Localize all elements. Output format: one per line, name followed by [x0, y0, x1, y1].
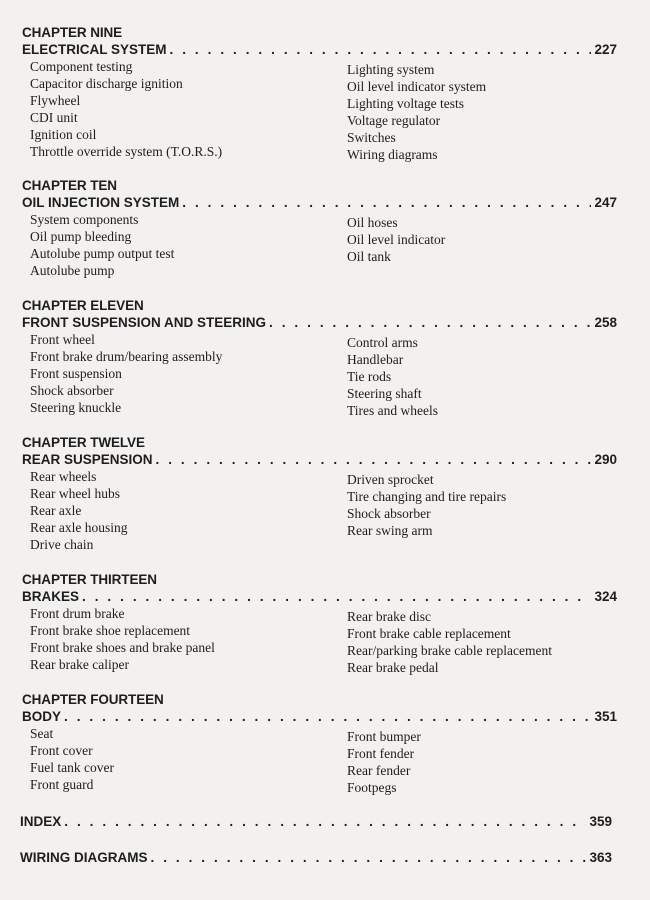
topic-item: Flywheel	[30, 93, 81, 108]
topic-item: Wiring diagrams	[347, 147, 438, 162]
topic-item: Lighting system	[347, 62, 435, 77]
chapter-number: CHAPTER TWELVE	[22, 435, 145, 450]
topic-item: Rear axle housing	[30, 520, 128, 535]
chapter-thirteen	[22, 571, 617, 675]
topic-item: Rear fender	[347, 763, 411, 778]
topic-item: Rear wheels	[30, 469, 97, 484]
topic-item: Front cover	[30, 743, 93, 758]
topic-item: Control arms	[347, 335, 418, 350]
page-number: 363	[589, 850, 612, 865]
chapter-number: CHAPTER ELEVEN	[22, 298, 144, 313]
topic-item: Autolube pump output test	[30, 246, 175, 261]
topic-item: Throttle override system (T.O.R.S.)	[30, 144, 223, 159]
page-number: 359	[589, 814, 612, 829]
topic-item: Front brake shoe replacement	[30, 623, 191, 638]
topic-item: Fuel tank cover	[30, 760, 114, 775]
chapter-title-line[interactable]	[22, 588, 617, 605]
chapter-title: FRONT SUSPENSION AND STEERING	[22, 315, 267, 330]
chapter-title-line[interactable]	[22, 41, 617, 58]
chapter-title: BRAKES	[22, 589, 80, 604]
chapter-eleven	[22, 297, 617, 418]
chapter-ten	[22, 177, 617, 278]
topic-item: Shock absorber	[30, 383, 114, 398]
topic-item: Front drum brake	[30, 606, 125, 621]
topic-item: Tire changing and tire repairs	[347, 489, 507, 504]
topic-list-right	[347, 61, 486, 163]
topic-list-right	[347, 214, 445, 265]
chapter-title-line[interactable]	[22, 194, 617, 211]
chapter-title: ELECTRICAL SYSTEM	[22, 42, 167, 57]
chapter-number: CHAPTER NINE	[22, 25, 123, 40]
topic-item: Driven sprocket	[347, 472, 434, 487]
topic-item: Steering knuckle	[30, 400, 122, 415]
leader-dots	[269, 314, 591, 331]
topic-list-right	[347, 334, 438, 419]
topic-item: Front suspension	[30, 366, 122, 381]
index-title: INDEX	[20, 814, 62, 829]
topic-item: Front bumper	[347, 729, 421, 744]
topic-item: Oil tank	[347, 249, 391, 264]
topic-item: Front brake shoes and brake panel	[30, 640, 215, 655]
page-number: 351	[594, 709, 617, 724]
wiring-diagrams-entry[interactable]	[20, 849, 612, 866]
chapter-twelve	[22, 434, 617, 552]
topic-item: Rear brake disc	[347, 609, 431, 624]
topic-item: Oil hoses	[347, 215, 398, 230]
leader-dots	[151, 849, 587, 866]
topic-list-left	[30, 331, 222, 416]
topic-item: Component testing	[30, 59, 133, 74]
topic-item: Front fender	[347, 746, 415, 761]
page-number: 258	[594, 315, 617, 330]
chapter-title: BODY	[22, 709, 62, 724]
topic-list-left	[30, 725, 114, 793]
topic-list-right	[347, 728, 421, 796]
topic-item: Oil level indicator	[347, 232, 446, 247]
topic-item: Rear axle	[30, 503, 82, 518]
topic-item: Rear/parking brake cable replacement	[347, 643, 553, 658]
leader-dots	[182, 194, 591, 211]
topic-item: Tires and wheels	[347, 403, 438, 418]
topic-item: Footpegs	[347, 780, 397, 795]
topic-item: Rear swing arm	[347, 523, 433, 538]
topic-item: Shock absorber	[347, 506, 431, 521]
topic-item: Capacitor discharge ignition	[30, 76, 183, 91]
topic-item: Handlebar	[347, 352, 404, 367]
page-number: 247	[594, 195, 617, 210]
topic-item: Ignition coil	[30, 127, 97, 142]
topic-item: Switches	[347, 130, 396, 145]
leader-dots	[64, 708, 591, 725]
topic-item: Front brake drum/bearing assembly	[30, 349, 223, 364]
chapter-title-line[interactable]	[22, 451, 617, 468]
topic-item: Voltage regulator	[347, 113, 441, 128]
wiring-diagrams-title: WIRING DIAGRAMS	[20, 850, 148, 865]
topic-item: Front brake cable replacement	[347, 626, 511, 641]
page-number: 324	[594, 589, 617, 604]
topic-item: Drive chain	[30, 537, 94, 552]
leader-dots	[170, 41, 592, 58]
chapter-title: OIL INJECTION SYSTEM	[22, 195, 180, 210]
topic-list-left	[30, 58, 222, 160]
chapter-number: CHAPTER THIRTEEN	[22, 572, 157, 587]
chapter-title: REAR SUSPENSION	[22, 452, 153, 467]
chapter-number: CHAPTER FOURTEEN	[22, 692, 164, 707]
leader-dots	[64, 813, 586, 830]
leader-dots	[82, 588, 591, 605]
topic-list-left	[30, 211, 174, 279]
page-number: 290	[594, 452, 617, 467]
index-entry[interactable]	[20, 813, 612, 830]
topic-item: CDI unit	[30, 110, 78, 125]
topic-item: Oil pump bleeding	[30, 229, 132, 244]
page-number: 227	[594, 42, 617, 57]
chapter-nine	[22, 24, 617, 162]
topic-item: Rear brake pedal	[347, 660, 439, 675]
topic-item: Steering shaft	[347, 386, 422, 401]
topic-item: Seat	[30, 726, 54, 741]
chapter-number: CHAPTER TEN	[22, 178, 117, 193]
chapter-title-line[interactable]	[22, 708, 617, 725]
topic-item: Lighting voltage tests	[347, 96, 464, 111]
topic-item: Oil level indicator system	[347, 79, 487, 94]
chapter-fourteen	[22, 691, 617, 795]
topic-list-left	[30, 605, 215, 673]
topic-item: Front guard	[30, 777, 94, 792]
chapter-title-line[interactable]	[22, 314, 617, 331]
topic-item: Front wheel	[30, 332, 95, 347]
topic-item: Rear wheel hubs	[30, 486, 120, 501]
topic-item: Tie rods	[347, 369, 392, 384]
leader-dots	[156, 451, 592, 468]
topic-list-right	[347, 608, 552, 676]
topic-list-left	[30, 468, 127, 553]
topic-item: Autolube pump	[30, 263, 115, 278]
topic-list-right	[347, 471, 506, 539]
topic-item: Rear brake caliper	[30, 657, 129, 672]
topic-item: System components	[30, 212, 139, 227]
